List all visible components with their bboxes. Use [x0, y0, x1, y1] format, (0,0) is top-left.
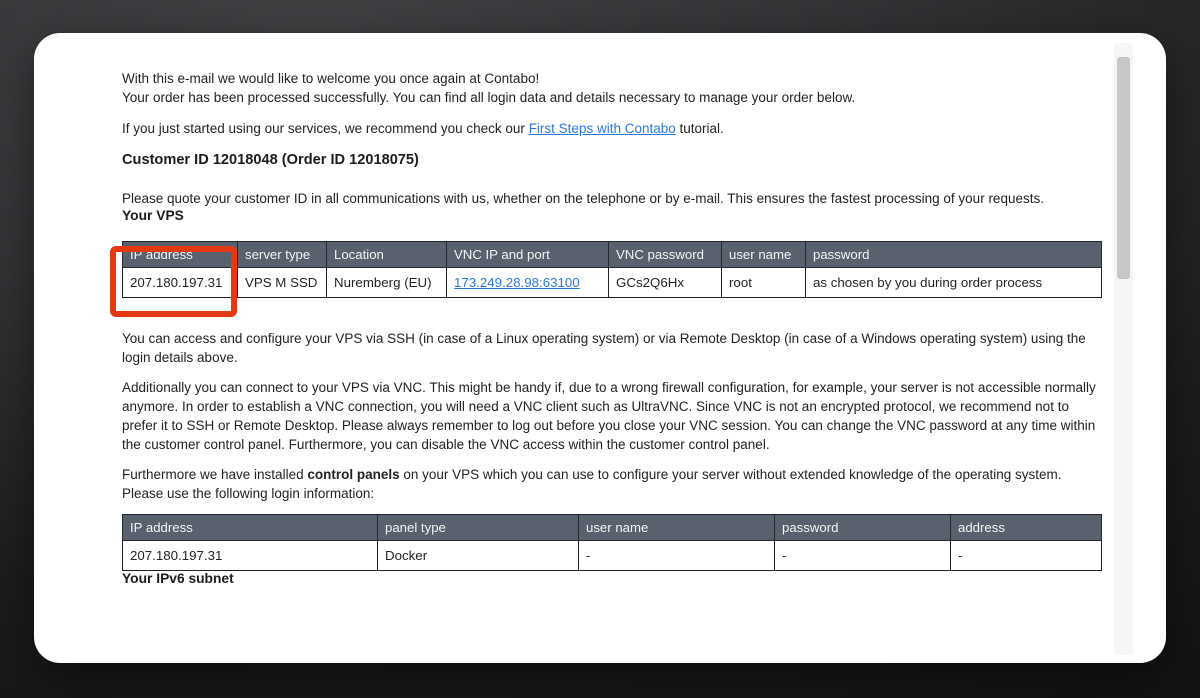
vps-cell-location: Nuremberg (EU)	[327, 268, 447, 298]
panels-suffix: on your VPS which you can use to configure your server without extended knowledge of the operating system. Please use the following login information:	[122, 467, 1062, 501]
vps-cell-ip-address: 207.180.197.31	[123, 268, 238, 298]
vps-table-header-row	[123, 242, 1102, 268]
tutorial-paragraph	[122, 119, 1099, 138]
panel-header-address: address	[951, 515, 1102, 541]
panel-table-header-row	[123, 515, 1102, 541]
panels-bold: control panels	[307, 467, 400, 482]
panel-header-panel-type: panel type	[378, 515, 579, 541]
panel-table-row	[123, 541, 1102, 571]
panel-header-password: password	[775, 515, 951, 541]
vps-cell-user-name: root	[722, 268, 806, 298]
vps-header-password: password	[806, 242, 1102, 268]
customer-id-heading: Customer ID 12018048 (Order ID 12018075)	[122, 152, 419, 168]
vps-header-user-name: user name	[722, 242, 806, 268]
vps-table-row	[123, 268, 1102, 298]
vps-header-location: Location	[327, 242, 447, 268]
email-card	[34, 33, 1166, 663]
vps-header-ip-address: IP address	[123, 242, 238, 268]
vps-header-vnc-password: VNC password	[609, 242, 722, 268]
panel-header-ip-address: IP address	[123, 515, 378, 541]
vps-cell-server-type: VPS M SSD	[238, 268, 327, 298]
email-body	[122, 33, 1099, 586]
intro-line1: With this e-mail we would like to welcome you once again at Contabo!	[122, 71, 540, 86]
panel-cell-address: -	[951, 541, 1102, 571]
vps-table	[122, 241, 1102, 298]
vnc-paragraph: Additionally you can connect to your VPS via VNC. This might be handy if, due to a wrong firewall configuration, for example, your server is not accessible normally anymore. In order to establish a VNC connection, you will need a VNC client such as UltraVNC. Since VNC is not an encrypted protocol, we recommend not to prefer it to SSH or Remote Desktop. Please always remember to log out before you close your VNC session. You can change the VNC password at any time within the customer control panel. Furthermore, you can disable the VNC access within the customer control panel.	[122, 380, 1096, 452]
panel-cell-ip-address: 207.180.197.31	[123, 541, 378, 571]
panel-cell-user-name: -	[579, 541, 775, 571]
intro-paragraph	[122, 69, 1099, 107]
panels-prefix: Furthermore we have installed	[122, 467, 308, 482]
scrollbar-thumb[interactable]	[1117, 57, 1130, 279]
panel-cell-password: -	[775, 541, 951, 571]
panel-cell-panel-type: Docker	[378, 541, 579, 571]
panel-header-user-name: user name	[579, 515, 775, 541]
ipv6-heading: Your IPv6 subnet	[122, 571, 234, 586]
vps-heading: Your VPS	[122, 208, 184, 223]
vps-cell-vnc-password: GCs2Q6Hx	[609, 268, 722, 298]
access-paragraph: You can access and configure your VPS via SSH (in case of a Linux operating system) or via Remote Desktop (in case of a Windows operating system) using the login details above.	[122, 331, 1086, 365]
vps-cell-password: as chosen by you during order process	[806, 268, 1102, 298]
vnc-ip-port-link[interactable]: 173.249.28.98:63100	[454, 275, 580, 290]
tutorial-prefix: If you just started using our services, we recommend you check our	[122, 121, 529, 136]
scrollbar-track[interactable]	[1114, 43, 1133, 655]
vps-cell-vnc-ip-port	[447, 268, 609, 298]
tutorial-suffix: tutorial.	[675, 121, 724, 136]
vps-header-server-type: server type	[238, 242, 327, 268]
intro-line2: Your order has been processed successfully. You can find all login data and details necessary to manage your order below.	[122, 90, 856, 105]
panel-table	[122, 514, 1102, 571]
vps-header-vnc-ip-port: VNC IP and port	[447, 242, 609, 268]
quote-paragraph: Please quote your customer ID in all communications with us, whether on the telephone or by e-mail. This ensures the fastest processing of your requests.	[122, 191, 1044, 206]
first-steps-link[interactable]: First Steps with Contabo	[528, 121, 676, 136]
panels-paragraph	[122, 465, 1099, 503]
